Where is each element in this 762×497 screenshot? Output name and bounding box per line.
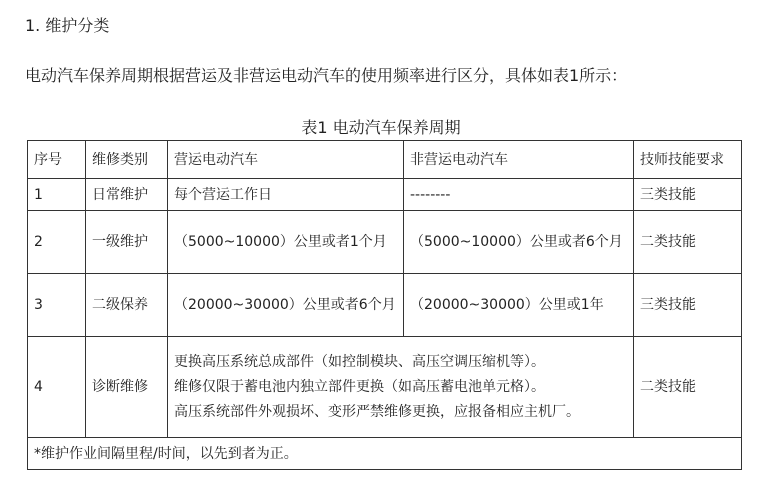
cell-skill: 二类技能: [634, 337, 742, 438]
table-footnote: *维护作业间隔里程/时间，以先到者为正。: [28, 438, 742, 470]
table-footnote-row: [28, 438, 742, 470]
table-header-row: [28, 141, 742, 179]
cell-category: 日常维护: [86, 179, 168, 211]
cell-no: 2: [28, 211, 86, 274]
header-no: 序号: [28, 141, 86, 179]
section-heading: 1. 维护分类: [25, 16, 110, 35]
table-row: [28, 337, 742, 438]
cell-operating: （20000~30000）公里或者6个月: [168, 274, 404, 337]
detail-line: 高压系统部件外观损坏、变形严禁维修更换，应报备相应主机厂。: [174, 403, 580, 420]
cell-non-operating: （20000~30000）公里或1年: [404, 274, 634, 337]
maintenance-table: [27, 140, 742, 470]
cell-skill: 三类技能: [634, 179, 742, 211]
cell-category: 二级保养: [86, 274, 168, 337]
cell-category: 一级维护: [86, 211, 168, 274]
cell-no: 3: [28, 274, 86, 337]
cell-skill: 三类技能: [634, 274, 742, 337]
header-operating: 营运电动汽车: [168, 141, 404, 179]
intro-paragraph: 电动汽车保养周期根据营运及非营运电动汽车的使用频率进行区分，具体如表1所示：: [25, 66, 628, 85]
cell-diagnosis-details: [168, 337, 634, 438]
detail-line: 更换高压系统总成部件（如控制模块、高压空调压缩机等）。: [174, 353, 545, 370]
detail-line: 维修仅限于蓄电池内独立部件更换（如高压蓄电池单元格）。: [174, 378, 545, 395]
cell-non-operating: （5000~10000）公里或者6个月: [404, 211, 634, 274]
cell-skill: 二类技能: [634, 211, 742, 274]
cell-operating: 每个营运工作日: [168, 179, 404, 211]
cell-no: 1: [28, 179, 86, 211]
table-row: [28, 179, 742, 211]
table-row: [28, 211, 742, 274]
table-caption: 表1 电动汽车保养周期: [301, 118, 461, 137]
cell-category: 诊断维修: [86, 337, 168, 438]
header-non-operating: 非营运电动汽车: [404, 141, 634, 179]
table-row: [28, 274, 742, 337]
header-category: 维修类别: [86, 141, 168, 179]
header-skill: 技师技能要求: [634, 141, 742, 179]
cell-operating: （5000~10000）公里或者1个月: [168, 211, 404, 274]
cell-non-operating: --------: [404, 179, 634, 211]
cell-no: 4: [28, 337, 86, 438]
